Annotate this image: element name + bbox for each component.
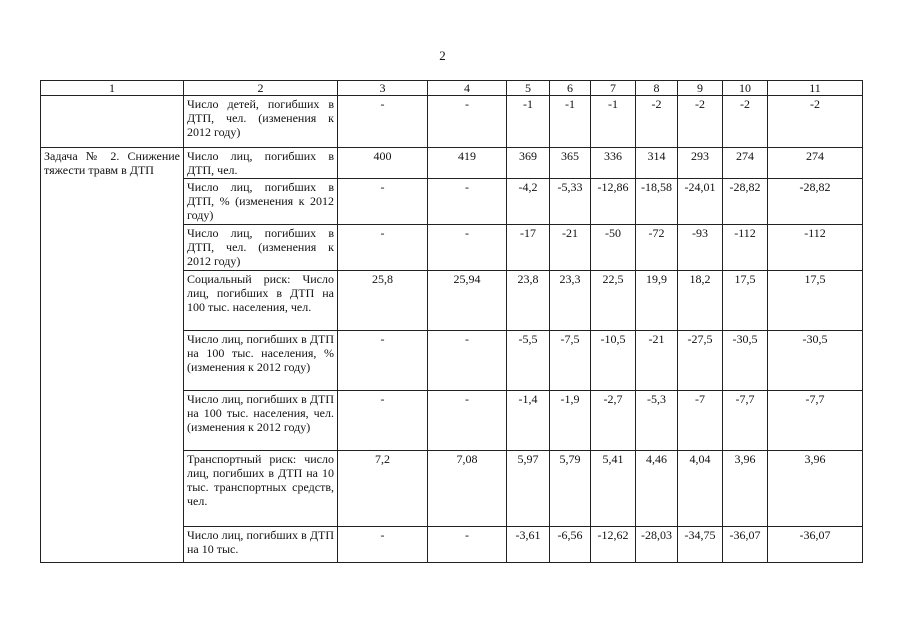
task-cell	[41, 225, 184, 271]
value-cell: -2	[768, 96, 863, 148]
value-cell: 274	[768, 148, 863, 179]
value-cell: 419	[428, 148, 507, 179]
table-row	[41, 391, 863, 451]
value-cell: -	[338, 96, 428, 148]
value-cell: -	[428, 96, 507, 148]
value-cell: -7,5	[550, 331, 591, 391]
value-cell: 400	[338, 148, 428, 179]
value-cell: 7,08	[428, 451, 507, 527]
value-cell: 18,2	[678, 271, 723, 331]
value-cell: -12,62	[591, 527, 636, 563]
task-cell	[41, 96, 184, 148]
column-header-5: 5	[507, 81, 550, 96]
value-cell: -30,5	[768, 331, 863, 391]
value-cell: 7,2	[338, 451, 428, 527]
value-cell: -	[338, 331, 428, 391]
value-cell: -27,5	[678, 331, 723, 391]
value-cell: 3,96	[768, 451, 863, 527]
column-header-6: 6	[550, 81, 591, 96]
indicator-cell: Число лиц, погибших в ДТП на 10 тыс.	[184, 527, 338, 563]
indicator-cell: Число детей, погибших в ДТП, чел. (изменения к 2012 году)	[184, 96, 338, 148]
value-cell: -1	[550, 96, 591, 148]
task-cell	[41, 527, 184, 563]
table-row	[41, 271, 863, 331]
table-header-row	[41, 81, 863, 96]
table-row	[41, 225, 863, 271]
column-header-2: 2	[184, 81, 338, 96]
value-cell: 22,5	[591, 271, 636, 331]
value-cell: -	[338, 527, 428, 563]
value-cell: -7,7	[768, 391, 863, 451]
value-cell: 293	[678, 148, 723, 179]
value-cell: -24,01	[678, 179, 723, 225]
table-row	[41, 451, 863, 527]
indicator-cell: Число лиц, погибших в ДТП на 100 тыс. населения, % (изменения к 2012 году)	[184, 331, 338, 391]
value-cell: 5,79	[550, 451, 591, 527]
value-cell: -	[428, 391, 507, 451]
column-header-1: 1	[41, 81, 184, 96]
value-cell: -36,07	[768, 527, 863, 563]
value-cell: -17	[507, 225, 550, 271]
value-cell: -28,82	[768, 179, 863, 225]
value-cell: -	[428, 225, 507, 271]
column-header-10: 10	[723, 81, 768, 96]
value-cell: -	[428, 331, 507, 391]
value-cell: -2	[723, 96, 768, 148]
value-cell: -1	[591, 96, 636, 148]
indicator-cell: Число лиц, погибших в ДТП, % (изменения к 2012 году)	[184, 179, 338, 225]
column-header-9: 9	[678, 81, 723, 96]
value-cell: -1,4	[507, 391, 550, 451]
table-row	[41, 148, 863, 179]
value-cell: 17,5	[768, 271, 863, 331]
column-header-3: 3	[338, 81, 428, 96]
indicator-cell: Число лиц, погибших в ДТП на 100 тыс. населения, чел. (изменения к 2012 году)	[184, 391, 338, 451]
value-cell: -1,9	[550, 391, 591, 451]
value-cell: -112	[723, 225, 768, 271]
value-cell: -21	[550, 225, 591, 271]
value-cell: 25,94	[428, 271, 507, 331]
value-cell: -7	[678, 391, 723, 451]
value-cell: -2	[636, 96, 678, 148]
indicator-cell: Число лиц, погибших в ДТП, чел. (изменения к 2012 году)	[184, 225, 338, 271]
value-cell: -34,75	[678, 527, 723, 563]
indicator-cell: Число лиц, погибших в ДТП, чел.	[184, 148, 338, 179]
value-cell: 5,97	[507, 451, 550, 527]
column-header-4: 4	[428, 81, 507, 96]
table-row	[41, 179, 863, 225]
value-cell: 23,8	[507, 271, 550, 331]
value-cell: -	[338, 225, 428, 271]
table-row	[41, 331, 863, 391]
indicator-cell: Транспортный риск: число лиц, погибших в ДТП на 10 тыс. транспортных средств, чел.	[184, 451, 338, 527]
value-cell: 314	[636, 148, 678, 179]
value-cell: 17,5	[723, 271, 768, 331]
value-cell: -4,2	[507, 179, 550, 225]
value-cell: -21	[636, 331, 678, 391]
value-cell: 274	[723, 148, 768, 179]
value-cell: -12,86	[591, 179, 636, 225]
value-cell: -93	[678, 225, 723, 271]
column-header-7: 7	[591, 81, 636, 96]
column-header-8: 8	[636, 81, 678, 96]
value-cell: 23,3	[550, 271, 591, 331]
value-cell: -3,61	[507, 527, 550, 563]
value-cell: -10,5	[591, 331, 636, 391]
value-cell: -28,03	[636, 527, 678, 563]
value-cell: -5,3	[636, 391, 678, 451]
data-table	[40, 80, 863, 563]
task-cell	[41, 331, 184, 391]
task-cell	[41, 451, 184, 527]
value-cell: -72	[636, 225, 678, 271]
value-cell: -5,33	[550, 179, 591, 225]
value-cell: -7,7	[723, 391, 768, 451]
value-cell: 369	[507, 148, 550, 179]
value-cell: -	[338, 391, 428, 451]
value-cell: -	[338, 179, 428, 225]
column-header-11: 11	[768, 81, 863, 96]
value-cell: -6,56	[550, 527, 591, 563]
value-cell: -50	[591, 225, 636, 271]
value-cell: 3,96	[723, 451, 768, 527]
value-cell: 5,41	[591, 451, 636, 527]
value-cell: 25,8	[338, 271, 428, 331]
value-cell: -18,58	[636, 179, 678, 225]
task-cell	[41, 391, 184, 451]
table-row	[41, 96, 863, 148]
value-cell: -112	[768, 225, 863, 271]
value-cell: 365	[550, 148, 591, 179]
task-cell: Задача № 2. Снижение тяжести травм в ДТП	[41, 148, 184, 179]
value-cell: -	[428, 527, 507, 563]
value-cell: -30,5	[723, 331, 768, 391]
value-cell: -28,82	[723, 179, 768, 225]
value-cell: -36,07	[723, 527, 768, 563]
value-cell: -2	[678, 96, 723, 148]
task-cell	[41, 271, 184, 331]
task-cell	[41, 179, 184, 225]
indicator-cell: Социальный риск: Число лиц, погибших в ДТП на 100 тыс. населения, чел.	[184, 271, 338, 331]
value-cell: -	[428, 179, 507, 225]
value-cell: -5,5	[507, 331, 550, 391]
value-cell: -2,7	[591, 391, 636, 451]
value-cell: -1	[507, 96, 550, 148]
value-cell: 19,9	[636, 271, 678, 331]
value-cell: 4,04	[678, 451, 723, 527]
table-row	[41, 527, 863, 563]
page-number: 2	[439, 48, 446, 63]
value-cell: 4,46	[636, 451, 678, 527]
value-cell: 336	[591, 148, 636, 179]
